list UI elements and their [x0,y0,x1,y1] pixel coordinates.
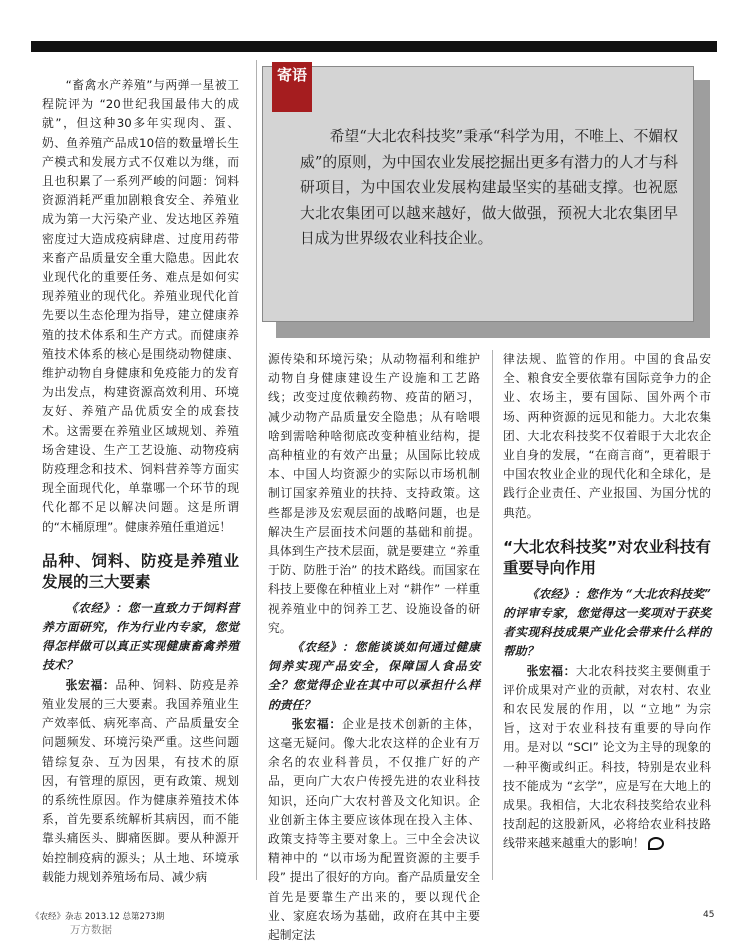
interview-question-2: 《农经》：您能谈谈如何通过健康饲养实现产品安全，保障国人食品安全？您觉得企业在其中可以承担什么样的责任？ [268,640,480,712]
interview-question-3: 《农经》：您作为 “大北农科技奖” 的评审专家，您觉得这一奖项对于获奖者实现科技成果产业化会带来什么样的帮助？ [503,586,711,659]
speaker-name: 张宏福： [65,677,116,692]
middle-column [268,350,480,945]
column-divider-right [492,350,493,880]
interview-question-1: 《农经》：您一直致力于饲料营养方面研究，作为行业内专家，您觉得怎样做可以真正实现健康畜禽养殖技术？ [42,600,239,673]
middle-paragraph: 源传染和环境污染；从动物福利和维护动物自身健康建设生产设施和工艺路线；改变过度依赖药物、疫苗的陋习，减少动物产品质量安全隐患；从有啥喂啥到需啥种啥彻底改变种植业结构，提高种植业的有效产出量；从国际比较成本、中国人均资源少的实际以市场机制制订国家养殖业的扶持、支持政策。这些都是涉及宏观层面的战略问题，也是解决生产层面技术问题的基础和前提。具体到生产技术层面，就是要建立 “养重于防、防胜于治” 的技术路线。而国家在科技上要像在种植业上对 “耕作” 一样重视养殖业中的饲养工艺、设施设备的研究。 [268,352,480,635]
answer-text: 大北农科技奖主要侧重于评价成果对产业的贡献，对农村、农业和农民发展的作用，以 “立地” 为宗旨，这对于农业科技有重要的导向作用。是对以 “SCI” 论文为主导的现象的一种平衡或纠正。科技，特别是农业科技不能成为 “玄学”，应是写在大地上的成果。我相信，大北农科技奖给农业科技刮起的这股新风，必将给农业科技路线带来越来越重大的影响！ [503,663,711,851]
footer-issue: 《农经》杂志 2013.12 总第273期 [31,912,165,922]
answer-paragraph-1 [42,676,239,887]
speaker-name: 张宏福： [291,716,343,731]
answer-paragraph-2 [268,715,480,945]
answer-text: 品种、饲料、防疫是养殖业发展的三大要素。我国养殖业生产效率低、病死率高、产品质量安全问题频发、环境污染严重。这些问题错综复杂、互为因果，有技术的原因，有管理的原因，更有政策、规划的系统性原因。作为健康养殖技术体系，首先要系统解析其病因，而不能靠头痛医头、脚痛医脚。要从种源开始控制疫病的源头；从土地、环境承载能力规划养殖场布局、减少病 [42,677,239,884]
column-divider-left [256,60,257,880]
left-column [42,76,239,887]
page-number: 45 [703,910,715,920]
speaker-name: 张宏福： [526,663,576,678]
message-box [262,66,710,338]
answer-paragraph-3 [503,662,711,854]
watermark: 万方数据 [70,924,112,936]
answer-text: 企业是技术创新的主体，这毫无疑问。像大北农这样的企业有万余名的农业科普员，不仅推广好的产品，更向广大农户传授先进的农业科技知识，还向广大农村普及文化知识。企业创新主体主要应该体现在投入主体、政策支持等主要对象上。三中全会决议精神中的 “以市场为配置资源的主要手段” 提出了很好的方向。畜产品质量安全首先是要靠生产出来的，要以现代企业、家庭农场为基础，政府在其中主要起制定法 [268,716,480,943]
left-paragraph: “畜禽水产养殖”与两弹一星被工程院评为 “20世纪我国最伟大的成就”，但这种30多年实现肉、蛋、奶、鱼养殖产品成10倍的数量增长生产模式和发展方式不仅难以为继，而且也积累了一系列严峻的问题：饲料资源消耗严重加剧粮食安全、养殖业成为第一大污染产业、发达地区养殖密度过大造成疫病肆虐、过度用药带来畜产品质量安全重大隐患。因此农业现代化的重要任务、难点是如何实现养殖业的现代化。养殖业现代化首先要以生态伦理为指导，建立健康养殖的技术体系和生产方式。而健康养殖技术体系的核心是围绕动物健康、维护动物自身健康和免疫能力的发育为出发点，构建资源高效利用、环境友好、养殖产品优质安全的成套技术。这需要在养殖业区域规划、养殖场舍建设、生产工艺设施、动物疫病防疫理念和技术、饲料营养等方面实现全面现代化，单靠哪一个环节的现代化都不足以解决问题。这是所谓的“木桶原理”。健康养殖任重道远！ [42,78,239,534]
section-heading-2: “大北农科技奖”对农业科技有重要导向作用 [503,537,711,577]
right-paragraph: 律法规、监管的作用。中国的食品安全、粮食安全要依靠有国际竞争力的企业、农场主，要有国际、国外两个市场、两种资源的远见和能力。大北农集团、大北农科技奖不仅着眼于大北农企业自身的发展，“在商言商”，更着眼于中国农牧业企业的现代化和全球化，是践行企业责任、产业报国、为国分忧的典范。 [503,352,711,520]
end-swirl-icon [648,837,664,850]
right-column [503,350,711,854]
message-tag: 寄语 [272,62,312,112]
message-text: 希望“大北农科技奖”秉承“科学为用，不唯上、不媚权威”的原则，为中国农业发展挖掘出更多有潜力的人才与科研项目，为中国农业发展构建最坚实的基础支撑。也祝愿大北农集团可以越来越好，做大做强，预祝大北农集团早日成为世界级农业科技企业。 [300,128,678,247]
top-bar [31,41,717,52]
section-heading-1: 品种、饲料、防疫是养殖业发展的三大要素 [42,551,239,591]
